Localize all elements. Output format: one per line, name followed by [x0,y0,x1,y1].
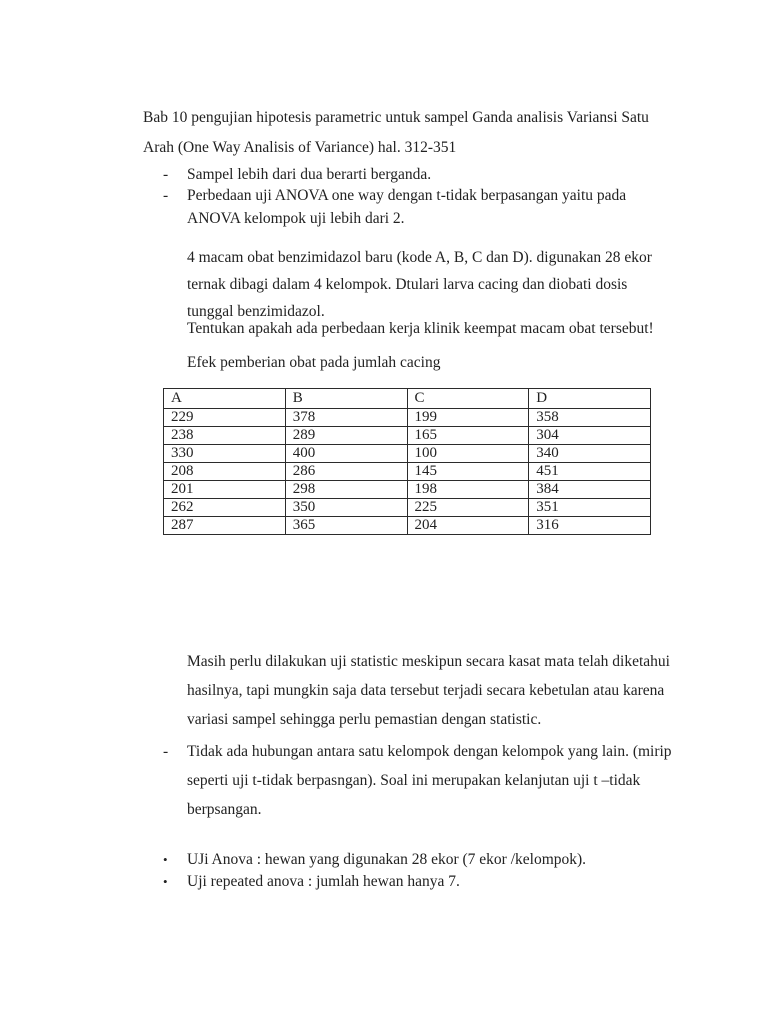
table-caption [187,352,441,373]
list-item [163,849,586,871]
chapter-title [143,103,649,163]
table-cell: 384 [529,481,651,499]
table-cell: 262 [164,499,286,517]
table-cell: 451 [529,463,651,481]
table-cell: 204 [407,517,529,535]
table-cell: 298 [285,481,407,499]
list-item [163,871,586,893]
problem-line-1: 4 macam obat benzimidazol baru (kode A, B, C dan D). digunakan 28 ekor [187,249,652,266]
table-row [164,427,651,445]
table-cell: 198 [407,481,529,499]
relation-line-2: seperti uji t-tidak berpasngan). Soal ini merupakan kelanjutan uji t –tidak [187,772,641,789]
table-header-cell: D [529,389,651,409]
discussion-line-2: hasilnya, tapi mungkin saja data tersebut terjadi secara kebetulan atau karena [187,682,665,699]
list-item [163,185,626,206]
table-cell: 287 [164,517,286,535]
table-cell: 286 [285,463,407,481]
table-cell: 340 [529,445,651,463]
anova-note-1: UJi Anova : hewan yang digunakan 28 ekor (7 ekor /kelompok). [187,851,587,868]
table-cell: 304 [529,427,651,445]
dash-bullet-marker: - [163,743,169,760]
dash-bullet-marker: - [163,187,169,204]
list-item [163,164,626,185]
round-bullet-marker: • [163,874,168,889]
table-row [164,445,651,463]
table-header-cell: B [285,389,407,409]
chapter-title-line-1: Bab 10 pengujian hipotesis parametric untuk sampel Ganda analisis Variansi Satu [143,109,649,126]
table-cell: 100 [407,445,529,463]
round-bullet-marker: • [163,852,168,867]
relation-line-1: Tidak ada hubungan antara satu kelompok dengan kelompok yang lain. (mirip [187,743,672,760]
table-row [164,463,651,481]
discussion-paragraph [187,647,670,734]
table-caption-text: Efek pemberian obat pada jumlah cacing [187,354,441,371]
table-cell: 201 [164,481,286,499]
list-item-continuation: ANOVA kelompok uji lebih dari 2. [187,210,405,227]
table-cell: 289 [285,427,407,445]
table-row [164,481,651,499]
table-cell: 229 [164,409,286,427]
intro-bullet-list [163,164,626,231]
list-item-text: Sampel lebih dari dua berarti berganda. [187,166,432,183]
problem-line-3: tunggal benzimidazol. [187,303,325,320]
relation-line-3: berpsangan. [187,801,262,818]
table-cell: 208 [164,463,286,481]
table-cell: 351 [529,499,651,517]
table-cell: 225 [407,499,529,517]
table-cell: 330 [164,445,286,463]
anova-note-2: Uji repeated anova : jumlah hewan hanya 7. [187,873,460,890]
table-cell: 165 [407,427,529,445]
table-header-cell: A [164,389,286,409]
list-item [163,737,672,824]
drug-effect-table [163,388,651,535]
discussion-line-3: variasi sampel sehingga perlu pemastian dengan statistic. [187,711,542,728]
problem-paragraph [187,244,654,339]
table-cell: 400 [285,445,407,463]
table-header-cell: C [407,389,529,409]
anova-notes-list [163,849,586,893]
table-cell: 145 [407,463,529,481]
relation-bullet [163,737,672,824]
table-row [164,517,651,535]
table-cell: 378 [285,409,407,427]
table-cell: 365 [285,517,407,535]
problem-line-2: ternak dibagi dalam 4 kelompok. Dtulari larva cacing dan diobati dosis [187,276,628,293]
table-cell: 358 [529,409,651,427]
discussion-line-1: Masih perlu dilakukan uji statistic meskipun secara kasat mata telah diketahui [187,653,670,670]
table-cell: 316 [529,517,651,535]
table-cell: 350 [285,499,407,517]
table-row [164,409,651,427]
table-row [164,499,651,517]
dash-bullet-marker: - [163,166,169,183]
table-cell: 199 [407,409,529,427]
problem-question-line: Tentukan apakah ada perbedaan kerja klinik keempat macam obat tersebut! [187,320,654,337]
table-header-row [164,389,651,409]
chapter-title-line-2: Arah (One Way Analisis of Variance) hal. 312-351 [143,139,457,156]
list-item-text: Perbedaan uji ANOVA one way dengan t-tidak berpasangan yaitu pada [187,187,627,204]
table-cell: 238 [164,427,286,445]
